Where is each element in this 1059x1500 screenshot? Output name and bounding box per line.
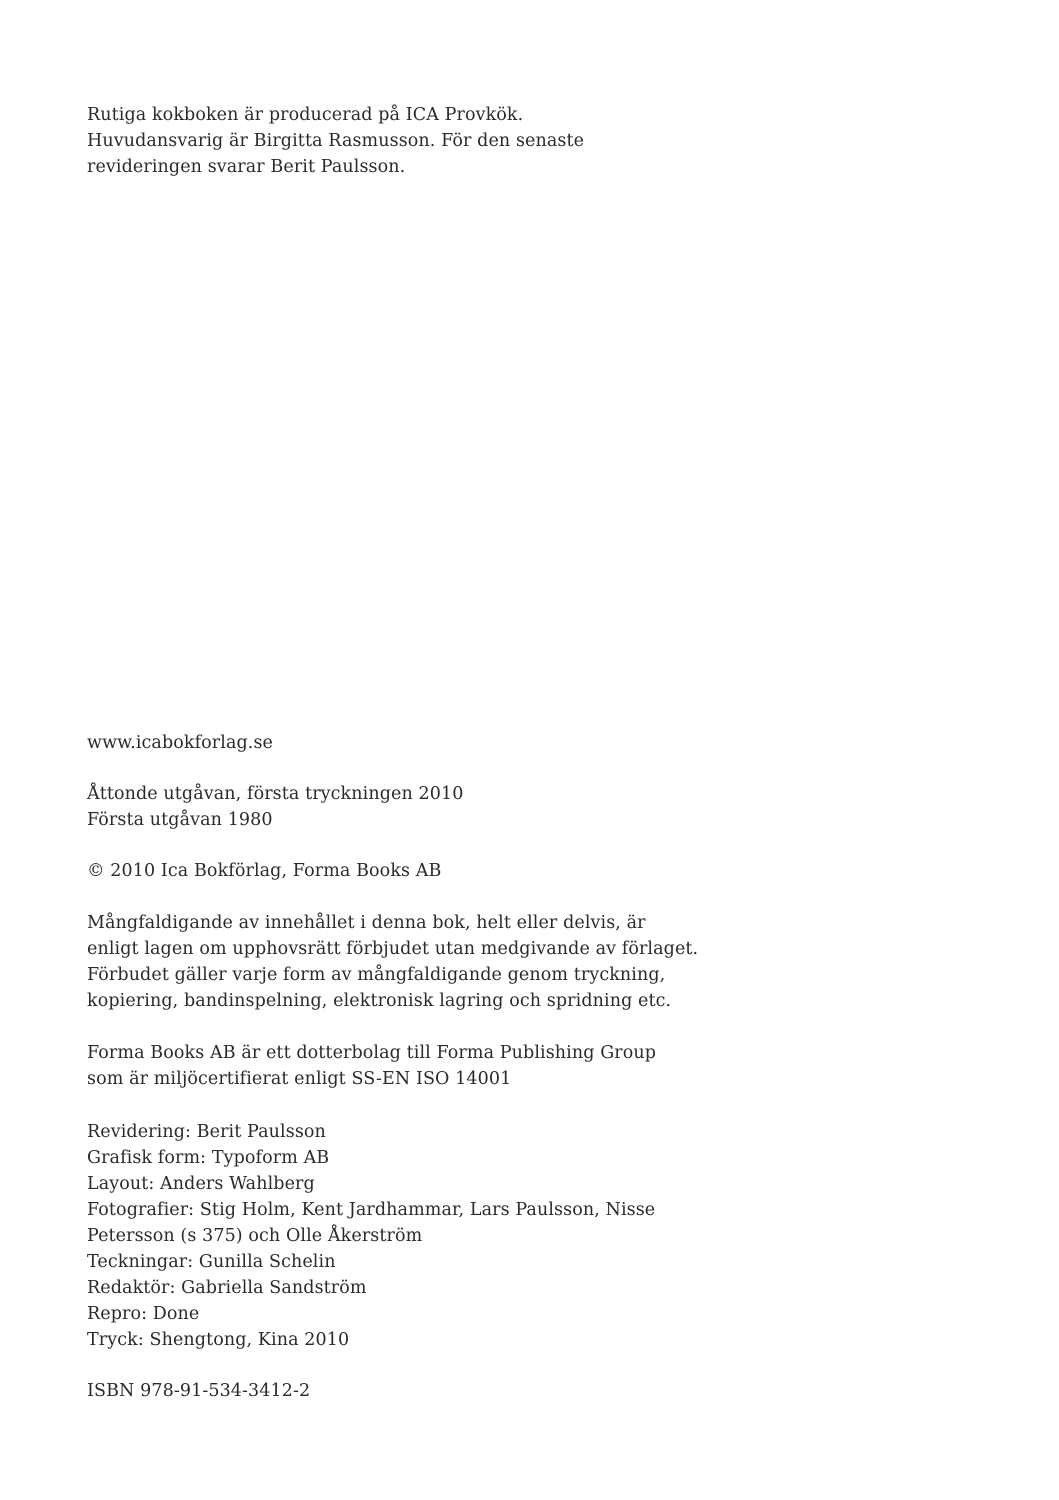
credit-repro: Repro: Done [87,1304,200,1324]
copyright-text: © 2010 Ica Bokförlag, Forma Books AB [87,861,442,881]
rights-line: kopiering, bandinspelning, elektronisk lagring och spridning etc. [87,991,672,1011]
production-note-line: Rutiga kokboken är producerad på ICA Provkök. [87,105,524,125]
credit-illustrations: Teckningar: Gunilla Schelin [87,1252,336,1272]
production-note-line: revideringen svarar Berit Paulsson. [87,157,406,177]
credit-print: Tryck: Shengtong, Kina 2010 [87,1330,350,1350]
credits-list [87,1119,707,1353]
credit-photographers-cont: Petersson (s 375) och Olle Åkerström [87,1226,423,1246]
rights-line: enligt lagen om upphovsrätt förbjudet utan medgivande av förlaget. [87,939,699,959]
first-edition: Första utgåvan 1980 [87,810,273,830]
group-line: Forma Books AB är ett dotterbolag till Forma Publishing Group [87,1043,657,1063]
production-note-line: Huvudansvarig är Birgitta Rasmusson. För den senaste [87,131,585,151]
isbn-text: ISBN 978-91-534-3412-2 [87,1381,311,1401]
rights-statement [87,910,707,1014]
website-text: www.icabokforlag.se [87,733,274,753]
credit-layout: Layout: Anders Wahlberg [87,1174,315,1194]
edition-info [87,781,707,833]
credit-editor: Redaktör: Gabriella Sandström [87,1278,367,1298]
copyright-notice [87,858,707,884]
publisher-website [87,730,707,756]
group-line: som är miljöcertifierat enligt SS-EN ISO 14001 [87,1069,512,1089]
current-edition: Åttonde utgåvan, första tryckningen 2010 [87,784,464,804]
production-note [87,102,707,180]
rights-line: Mångfaldigande av innehållet i denna bok, helt eller delvis, är [87,913,646,933]
rights-line: Förbudet gäller varje form av mångfaldigande genom tryckning, [87,965,666,985]
credit-graphic-design: Grafisk form: Typoform AB [87,1148,330,1168]
publishing-group-note [87,1040,707,1092]
isbn [87,1378,707,1404]
credit-photographers: Fotografier: Stig Holm, Kent Jardhammar, Lars Paulsson, Nisse [87,1200,656,1220]
credit-revision: Revidering: Berit Paulsson [87,1122,326,1142]
